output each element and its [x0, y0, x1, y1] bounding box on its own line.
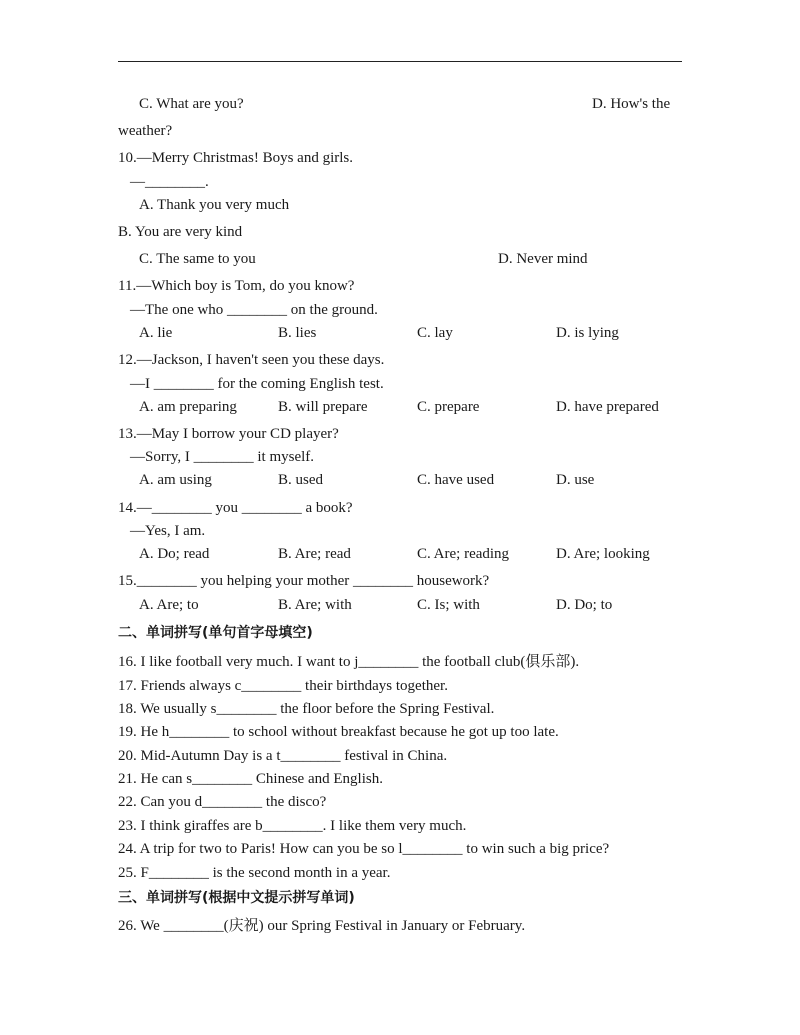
- q11-option-c: C. lay: [417, 325, 453, 341]
- q11-option-d: D. is lying: [556, 325, 619, 341]
- q9-option-d-cont: weather?: [118, 123, 173, 139]
- q13-answer-line: —Sorry, I ________ it myself.: [130, 449, 315, 465]
- q11-answer-line: —The one who ________ on the ground.: [130, 302, 378, 318]
- q9-option-c: C. What are you?: [139, 96, 244, 112]
- q16-item: 16. I like football very much. I want to j________ the football club(俱乐部).: [118, 654, 580, 670]
- q15-option-d: D. Do; to: [556, 597, 613, 613]
- q13-option-b: B. used: [278, 472, 323, 488]
- q10-option-a: A. Thank you very much: [139, 197, 290, 213]
- q24-item: 24. A trip for two to Paris! How can you be so l________ to win such a big price?: [118, 841, 610, 857]
- q26-item: 26. We ________(庆祝) our Spring Festival in January or February.: [118, 918, 526, 934]
- q15-stem: 15.________ you helping your mother ________ housework?: [118, 573, 490, 589]
- q11-option-a: A. lie: [139, 325, 173, 341]
- q9-option-d: D. How's the: [592, 96, 671, 112]
- q14-option-c: C. Are; reading: [417, 546, 510, 562]
- q14-option-b: B. Are; read: [278, 546, 351, 562]
- q13-option-c: C. have used: [417, 472, 495, 488]
- q10-option-d: D. Never mind: [498, 251, 588, 267]
- q13-option-d: D. use: [556, 472, 595, 488]
- q14-option-a: A. Do; read: [139, 546, 210, 562]
- q15-option-a: A. Are; to: [139, 597, 199, 613]
- q13-stem: 13.—May I borrow your CD player?: [118, 426, 339, 442]
- q20-item: 20. Mid-Autumn Day is a t________ festival in China.: [118, 748, 448, 764]
- q11-option-b: B. lies: [278, 325, 317, 341]
- q23-item: 23. I think giraffes are b________. I like them very much.: [118, 818, 467, 834]
- q17-item: 17. Friends always c________ their birthdays together.: [118, 678, 448, 694]
- q15-option-b: B. Are; with: [278, 597, 352, 613]
- q12-option-a: A. am preparing: [139, 399, 237, 415]
- q12-option-c: C. prepare: [417, 399, 480, 415]
- q12-option-d: D. have prepared: [556, 399, 659, 415]
- q21-item: 21. He can s________ Chinese and English.: [118, 771, 383, 787]
- q15-option-c: C. Is; with: [417, 597, 480, 613]
- q25-item: 25. F________ is the second month in a year.: [118, 865, 391, 881]
- q14-stem: 14.—________ you ________ a book?: [118, 500, 353, 516]
- q19-item: 19. He h________ to school without breakfast because he got up too late.: [118, 724, 559, 740]
- q12-stem: 12.—Jackson, I haven't seen you these days.: [118, 352, 385, 368]
- header-rule: [118, 61, 682, 62]
- q11-stem: 11.—Which boy is Tom, do you know?: [118, 278, 355, 294]
- section2-heading: 二、单词拼写(单句首字母填空): [118, 625, 313, 641]
- section3-heading: 三、单词拼写(根据中文提示拼写单词): [118, 890, 355, 906]
- q22-item: 22. Can you d________ the disco?: [118, 794, 327, 810]
- q10-option-b: B. You are very kind: [118, 224, 243, 240]
- q10-stem: 10.—Merry Christmas! Boys and girls.: [118, 150, 353, 166]
- q10-option-c: C. The same to you: [139, 251, 256, 267]
- q13-option-a: A. am using: [139, 472, 212, 488]
- q14-answer-line: —Yes, I am.: [130, 523, 206, 539]
- q10-answer-line: —________.: [130, 174, 209, 190]
- q14-option-d: D. Are; looking: [556, 546, 650, 562]
- q18-item: 18. We usually s________ the floor before the Spring Festival.: [118, 701, 495, 717]
- q12-option-b: B. will prepare: [278, 399, 368, 415]
- q12-answer-line: —I ________ for the coming English test.: [130, 376, 384, 392]
